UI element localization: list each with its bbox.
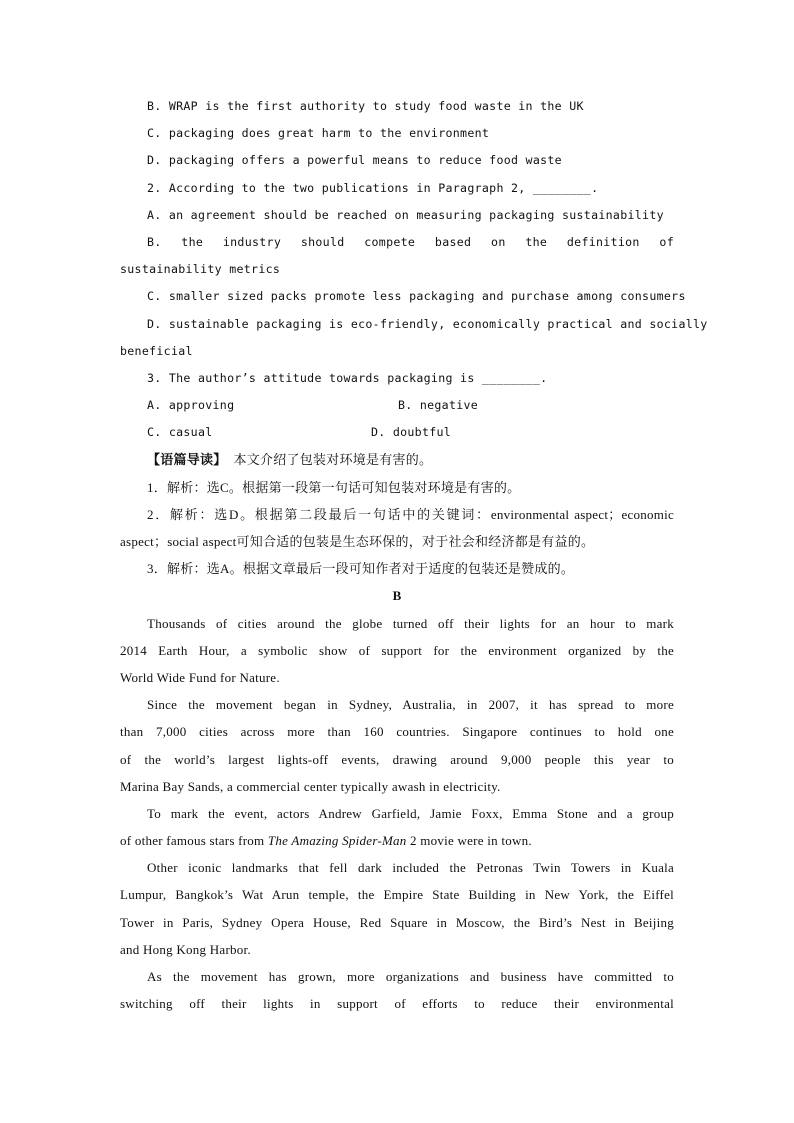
q2-option-c: C. smaller sized packs promote less packaging and purchase among consumers [147, 289, 686, 304]
passage-b-p5-line2: switching off their lights in support of efforts to reduce their environmental [120, 996, 674, 1012]
q1-option-c: C. packaging does great harm to the environment [147, 126, 490, 141]
passage-b-p2-line1: Since the movement began in Sydney, Australia, in 2007, it has spread to more [147, 697, 674, 713]
q3-options-row-2 [120, 419, 674, 446]
q3-option-c: C. casual [147, 425, 213, 440]
passage-b-p3-line2 [120, 827, 674, 854]
q3-option-d: D. doubtful [371, 425, 452, 440]
passage-b-p4-line4: and Hong Kong Harbor. [120, 941, 251, 957]
q3-option-a: A. approving [147, 398, 235, 413]
q2-stem: 2. According to the two publications in Paragraph 2, ________. [147, 180, 599, 195]
passage-b-p2-line2: than 7,000 cities across more than 160 countries. Singapore continues to hold one [120, 724, 674, 740]
passage-b-p3-line2-before: of other famous stars from [120, 833, 268, 849]
answer-1: 1．解析：选C。根据第一段第一句话可知包装对环境是有害的。 [147, 479, 521, 495]
q1-option-d: D. packaging offers a powerful means to reduce food waste [147, 153, 562, 168]
movie-title: The Amazing Spider-Man [267, 833, 407, 849]
guide-line [120, 446, 674, 473]
answer-2-line2: aspect；social aspect可知合适的包装是生态环保的，对于社会和经济都是有益的。 [120, 534, 595, 549]
passage-b-p3-line2-after: 2 movie were in town. [406, 833, 532, 849]
guide-summary: 本文介绍了包装对环境是有害的。 [233, 452, 433, 468]
guide-heading: 【语篇导读】 [147, 452, 227, 468]
passage-b-p1-line2: 2014 Earth Hour, a symbolic show of support for the environment organized by the [120, 642, 674, 658]
passage-b-p1-line3: World Wide Fund for Nature. [120, 669, 280, 685]
q2-option-a: A. an agreement should be reached on measuring packaging sustainability [147, 207, 664, 222]
q2-option-b-line2: sustainability metrics [120, 262, 281, 277]
q2-option-d-line1: D. sustainable packaging is eco-friendly, economically practical and socially [147, 316, 708, 331]
passage-b-p1-line1: Thousands of cities around the globe turned off their lights for an hour to mark [147, 615, 674, 631]
q3-options-row-1 [120, 392, 674, 419]
answer-2-line1: 2．解析：选D。根据第二段最后一句话中的关键词：environmental aspect；economic [147, 506, 674, 522]
q1-option-b: B. WRAP is the first authority to study food waste in the UK [147, 99, 584, 113]
q3-option-b: B. negative [398, 398, 479, 413]
document-page [120, 93, 708, 1017]
passage-b-p3-line1: To mark the event, actors Andrew Garfield, Jamie Foxx, Emma Stone and a group [147, 805, 674, 821]
q2-option-b-line1: B. the industry should compete based on the definition of [147, 234, 674, 249]
passage-b-p2-line4: Marina Bay Sands, a commercial center typically awash in electricity. [120, 778, 501, 794]
answer-3: 3．解析：选A。根据文章最后一段可知作者对于适度的包装还是赞成的。 [147, 561, 575, 577]
passage-b-p4-line3: Tower in Paris, Sydney Opera House, Red Square in Moscow, the Bird’s Nest in Beijing [120, 914, 674, 930]
passage-b-p5-line1: As the movement has grown, more organizations and business have committed to [147, 969, 674, 984]
passage-b-p4-line1: Other iconic landmarks that fell dark included the Petronas Twin Towers in Kuala [147, 860, 674, 876]
passage-b-p4-line2: Lumpur, Bangkok’s Wat Arun temple, the Empire State Building in New York, the Eiffel [120, 887, 674, 903]
passage-b-letter: B [392, 588, 402, 604]
q3-stem: 3. The author’s attitude towards packaging is ________. [147, 370, 548, 385]
passage-b-p2-line3: of the world’s largest lights-off events, drawing around 9,000 people this year to [120, 751, 674, 767]
q2-option-d-line2: beneficial [120, 343, 193, 358]
